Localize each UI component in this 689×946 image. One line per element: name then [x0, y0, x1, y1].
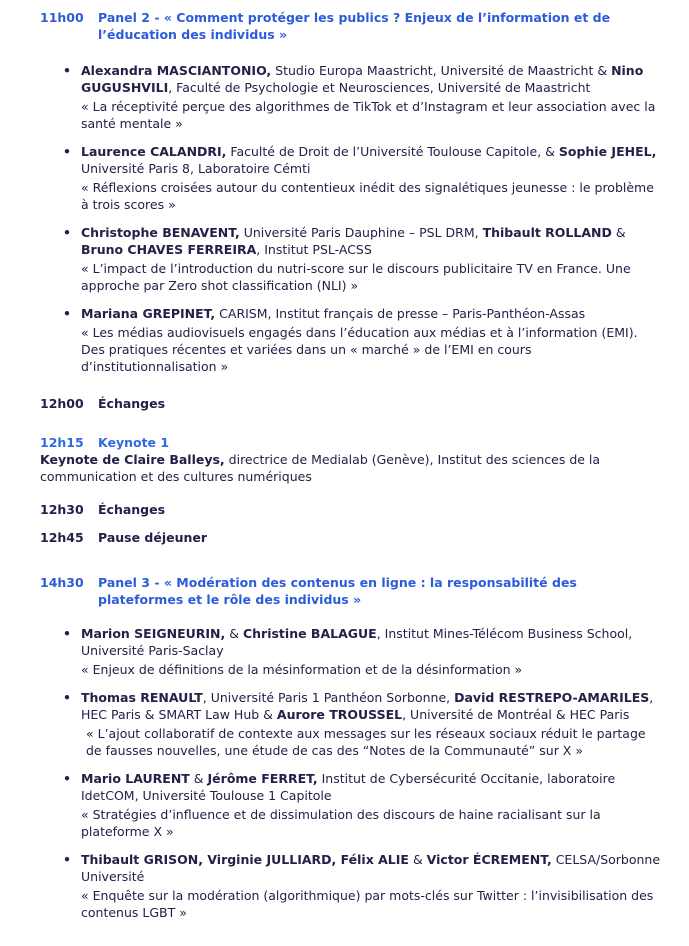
speaker-item: [40, 305, 663, 375]
speaker-name: Marion SEIGNEURIN,: [81, 626, 226, 641]
panel3-time: 14h30: [40, 575, 84, 590]
keynote-label: Keynote 1: [98, 435, 170, 450]
speaker-separator: &: [611, 225, 626, 240]
schedule-time: 12h30: [40, 502, 84, 517]
speaker-name: Christophe BENAVENT,: [81, 225, 240, 240]
keynote-speaker-name: Keynote de Claire Balleys,: [40, 452, 225, 467]
speaker-names: [81, 851, 663, 885]
speaker-affiliation: , HEC Paris & SMART Law Hub &: [81, 690, 654, 722]
speaker-names: [81, 62, 663, 96]
speaker-names: [81, 770, 663, 804]
talk-title: « La réceptivité perçue des algorithmes de TikTok et d’Instagram et leur association avec la santé mentale »: [81, 99, 656, 131]
panel3-heading: [40, 574, 663, 608]
keynote-heading: [40, 434, 663, 451]
speaker-name: Laurence CALANDRI,: [81, 144, 227, 159]
speaker-item: [40, 770, 663, 840]
panel2-time: 11h00: [40, 10, 84, 25]
panel3-title: Panel 3 - « Modération des contenus en ligne : la responsabilité des plateformes et le rôle des individus »: [98, 575, 577, 607]
speaker-name: Sophie JEHEL,: [558, 144, 657, 159]
keynote-speaker-affiliation: directrice de Medialab (Genève), Institut des sciences de la communication et des cultures numériques: [40, 452, 601, 484]
speaker-affiliation: , Université Paris 1 Panthéon Sorbonne,: [202, 690, 455, 705]
speaker-affiliation: , Institut PSL-ACSS: [256, 242, 372, 257]
speaker-name: Thibault ROLLAND: [482, 225, 612, 240]
speaker-item: [40, 689, 663, 759]
speaker-name: Bruno CHAVES FERREIRA: [81, 242, 257, 257]
speaker-item: [40, 62, 663, 132]
keynote-description: [40, 451, 663, 485]
schedule-row-echanges-2: [40, 501, 663, 518]
talk-title: « Réflexions croisées autour du contentieux inédit des signalétiques jeunesse : le problème à trois scores »: [81, 180, 654, 212]
speaker-affiliation: Université Paris 8, Laboratoire Cémti: [81, 161, 311, 176]
talk-title: « Stratégies d’influence et de dissimulation des discours de haine racialisant sur la plateforme X »: [81, 807, 601, 839]
speaker-names: [81, 689, 663, 723]
speaker-name: Thibault GRISON, Virginie JULLIARD, Félix ALIE: [81, 852, 409, 867]
speaker-name: Thomas RENAULT: [81, 690, 203, 705]
speaker-name: Mariana GREPINET,: [81, 306, 216, 321]
speaker-name: Mario LAURENT: [81, 771, 190, 786]
talk-title: « L’impact de l’introduction du nutri-score sur le discours publicitaire TV en France. Une approche par Zero shot classification (NLI) »: [81, 261, 631, 293]
talk-title: « Les médias audiovisuels engagés dans l’éducation aux médias et à l’information (EMI). Des pratiques récentes et variées dans un « marché » de l’EMI en cours d’institutionnalisation »: [81, 325, 638, 374]
speaker-separator: &: [225, 626, 243, 641]
speaker-affiliation: CELSA/Sorbonne Université: [81, 852, 661, 884]
panel2-speaker-list: [40, 62, 663, 375]
speaker-affiliation: Université Paris Dauphine – PSL DRM,: [239, 225, 483, 240]
panel2-heading: [40, 9, 663, 43]
talk-title: « Enquête sur la modération (algorithmique) par mots-clés sur Twitter : l’invisibilisation des contenus LGBT »: [81, 888, 654, 920]
speaker-item: [40, 224, 663, 294]
speaker-affiliation: Faculté de Droit de l’Université Toulouse Capitole, &: [226, 144, 559, 159]
speaker-item: [40, 143, 663, 213]
schedule-row-echanges-1: [40, 395, 663, 412]
schedule-time: 12h45: [40, 530, 84, 545]
talk-title: « L’ajout collaboratif de contexte aux messages sur les réseaux sociaux réduit le partage de fausses nouvelles, une étude de cas des “Notes de la Communauté” sur X »: [86, 726, 646, 758]
speaker-name: Alexandra MASCIANTONIO,: [81, 63, 272, 78]
speaker-names: [81, 143, 663, 177]
schedule-row-pause: [40, 529, 663, 546]
schedule-label: Échanges: [98, 502, 166, 517]
speaker-affiliation: , Faculté de Psychologie et Neurosciences, Université de Maastricht: [168, 80, 591, 95]
speaker-name: Jérôme FERRET,: [207, 771, 318, 786]
schedule-time: 12h00: [40, 396, 84, 411]
talk-title: « Enjeux de définitions de la mésinformation et de la désinformation »: [81, 662, 523, 677]
speaker-name: Nino GUGUSHVILI: [81, 63, 644, 95]
speaker-affiliation: , Université de Montréal & HEC Paris: [402, 707, 630, 722]
speaker-affiliation: CARISM, Institut français de presse – Paris-Panthéon-Assas: [215, 306, 586, 321]
schedule-label: Pause déjeuner: [98, 530, 208, 545]
schedule-label: Échanges: [98, 396, 166, 411]
speaker-name: David RESTREPO-AMARILES: [454, 690, 650, 705]
speaker-affiliation: , Institut Mines-Télécom Business School, Université Paris-Saclay: [81, 626, 633, 658]
keynote-time: 12h15: [40, 435, 84, 450]
panel3-speaker-list: [40, 625, 663, 921]
speaker-item: [40, 851, 663, 921]
speaker-name: Victor ÉCREMENT,: [426, 852, 552, 867]
speaker-names: [81, 224, 663, 258]
speaker-item: [40, 625, 663, 678]
speaker-affiliation: Institut de Cybersécurité Occitanie, laboratoire IdetCOM, Université Toulouse 1 Capitole: [81, 771, 616, 803]
speaker-names: [81, 625, 663, 659]
speaker-affiliation: Studio Europa Maastricht, Université de Maastricht &: [271, 63, 612, 78]
speaker-separator: &: [408, 852, 427, 867]
speaker-name: Aurore TROUSSEL: [276, 707, 403, 722]
speaker-separator: &: [189, 771, 208, 786]
speaker-names: [81, 305, 663, 322]
panel2-title: Panel 2 - « Comment protéger les publics ? Enjeux de l’information et de l’éducation des individus »: [98, 10, 611, 42]
speaker-name: Christine BALAGUE: [242, 626, 377, 641]
